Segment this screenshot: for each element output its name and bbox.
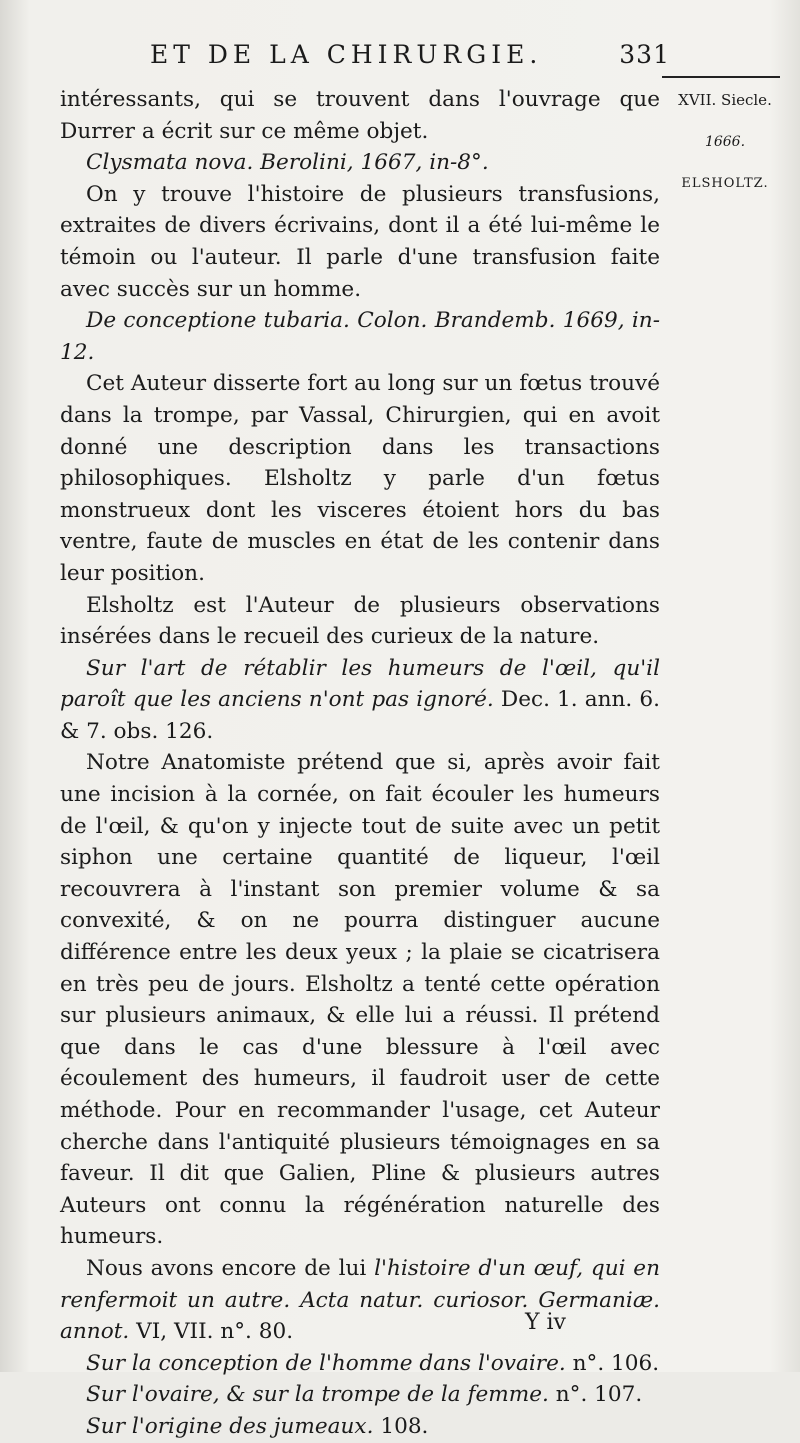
ref-title: Sur l'origine des jumeaux. (86, 1413, 374, 1439)
title-conceptione: De conceptione tubaria. Colon. Brandemb. 1669, in-12. (60, 308, 660, 365)
egg-lead: Nous avons encore de lui (86, 1255, 367, 1281)
margin-year: 1666. (704, 134, 746, 150)
ref-line (60, 1348, 660, 1380)
title-clysmata: Clysmata nova. Berolini, 1667, in-8°. (86, 150, 489, 176)
title-art (60, 653, 660, 748)
ref-title: Sur la conception de l'homme dans l'ovaire. (86, 1350, 566, 1376)
catchword: Y iv (525, 1310, 566, 1335)
ref-number: n°. 107. (555, 1382, 643, 1408)
page-number: 331 (619, 40, 670, 69)
paragraph-anatomist: Notre Anatomiste prétend que si, après avoir fait une incision à la cornée, on fait écouler les humeurs de l'œil, & qu'on y injecte tout de suite avec un petit siphon une certaine quantité de liqueur, l'œil recouvrera à l'instant son premier volume & sa convexité, & on ne pourra distinguer aucune différence entre les deux yeux ; la plaie se cicatrisera en très peu de jours. Elsholtz a tenté cette opération sur plusieurs animaux, & elle lui a réussi. Il prétend que dans le cas d'une blessure à l'œil avec écoulement des humeurs, il faudroit user de cette méthode. Pour en recommander l'usage, cet Auteur cherche dans l'antiquité plusieurs témoignages en sa faveur. Il dit que Galien, Pline & plusieurs autres Auteurs ont connu la régénération naturelle des humeurs. (60, 750, 660, 1250)
art-title: Sur l'art de rétablir les humeurs de l'œil, qu'il paroît que les anciens n'ont pas ignoré. (60, 655, 660, 713)
ref-number: 108. (380, 1413, 429, 1439)
paragraph-observations: Elsholtz est l'Auteur de plusieurs observations insérées dans le recueil des curieux de la nature. (60, 592, 660, 650)
running-head-title: ET DE LA CHIRURGIE. (150, 40, 543, 69)
ref-title: Sur l'ovaire, & sur la trompe de la femme. (86, 1382, 549, 1408)
running-head (150, 40, 670, 74)
margin-author: ELSHOLTZ. (681, 176, 769, 191)
ref-line (60, 1379, 660, 1411)
egg-ref: VI, VII. n°. 80. (136, 1319, 294, 1345)
paragraph-durrer: intéressants, qui se trouvent dans l'ouvrage que Durrer a écrit sur ce même objet. (60, 87, 660, 144)
ref-number: n°. 106. (572, 1350, 660, 1376)
ref-line (60, 1411, 660, 1443)
paragraph-foetus: Cet Auteur disserte fort au long sur un fœtus trouvé dans la trompe, par Vassal, Chirurgien, qui en avoit donné une description dans les transactions philosophiques. Elsholtz y parle d'un fœtus monstrueux dont les visceres étoient hors du bas ventre, faute de muscles en état de les contenir dans leur position. (60, 371, 660, 586)
body-text (60, 84, 660, 1443)
margin-rule (662, 76, 780, 78)
egg-title: l'histoire d'un œuf, qui en renfermoit un autre. Acta natur. curiosor. Germaniæ. annot. (60, 1255, 660, 1345)
paragraph-transfusions: On y trouve l'histoire de plusieurs transfusions, extraites de divers écrivains, dont il a été lui-même le témoin ou l'auteur. Il parle d'une transfusion faite avec succès sur un homme. (60, 181, 660, 302)
paragraph-egg (60, 1253, 660, 1348)
margin-century: XVII. Siecle. (678, 91, 772, 109)
art-ref: Dec. 1. ann. 6. & 7. obs. 126. (60, 687, 660, 744)
